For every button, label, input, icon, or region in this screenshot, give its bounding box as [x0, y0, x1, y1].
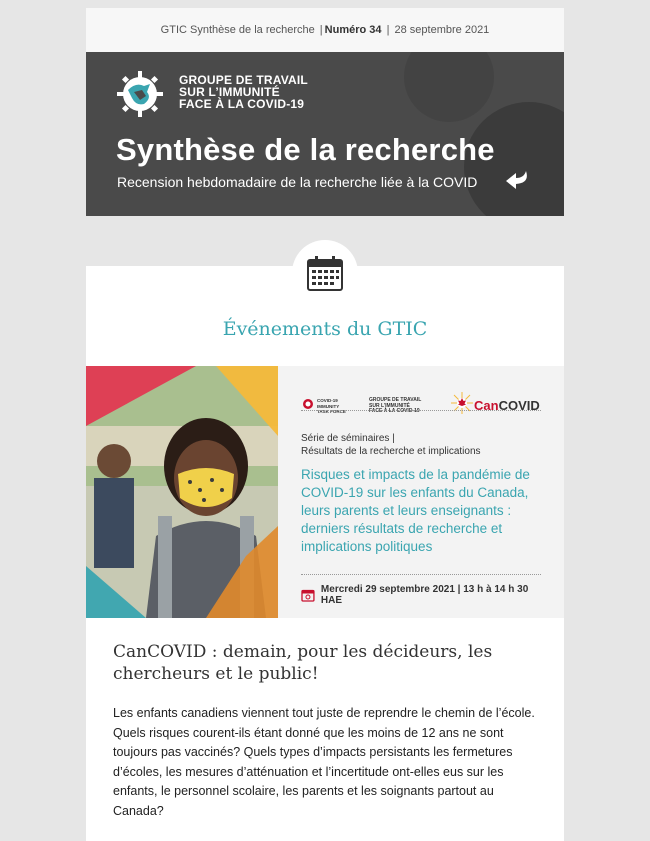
- issue-number: Numéro 34: [324, 24, 382, 36]
- citf-en-name: COVID-19 IMMUNITY TASK FORCE: [317, 398, 346, 414]
- article-title: CanCOVID : demain, pour les décideurs, les chercheurs et le public!: [113, 642, 493, 684]
- event-title: Risques et impacts de la pandémie de COVID-19 sur les enfants du Canada, leurs parents et leurs enseignants : derniers résultats de recherche et implications politiques: [301, 467, 530, 554]
- issue-date: 28 septembre 2021: [394, 24, 490, 36]
- event-date: Mercredi 29 septembre 2021 | 13 h à 14 h 30 HAE: [320, 584, 529, 606]
- event-promo-graphic[interactable]: [86, 366, 564, 618]
- newsletter-title: Synthèse de la recherche: [116, 132, 495, 167]
- cancovid-logo: CanCOVID: [474, 398, 540, 413]
- seminar-series: Série de séminaires | Résultats de la recherche et implications: [301, 433, 481, 457]
- article-body: Les enfants canadiens viennent tout juste de reprendre le chemin de l’école. Quels risques courent-ils étant donné que les moins de 12 ans ne sont toujours pas vaccinés? Quels types d’impacts persistants les fermetures d’écoles, les mesures d’atténuation et l’incertitude ont-elles eus sur les enfants, le personnel scolaire, les parents et les soignants partout au Canada?: [113, 706, 535, 818]
- citf-virus-logo-icon: [114, 68, 166, 120]
- org-name: GROUPE DE TRAVAIL SUR L’IMMUNITÉ FACE À LA COVID-19: [179, 73, 308, 111]
- citf-mini-logo-icon: [301, 397, 315, 411]
- citf-fr-name: GROUPE DE TRAVAIL SUR L’IMMUNITÉ FACE À LA COVID-19: [369, 397, 422, 414]
- newsletter-subtitle: Recension hebdomadaire de la recherche liée à la COVID: [117, 174, 478, 190]
- virus-decoration-2: [404, 52, 494, 122]
- return-arrow-icon: [504, 169, 532, 191]
- header-banner: [86, 52, 564, 216]
- divider-2: [301, 574, 541, 575]
- event-date-row: [301, 584, 551, 606]
- divider: [301, 410, 541, 411]
- calendar-icon: [305, 254, 345, 294]
- publication-name: GTIC Synthèse de la recherche: [160, 24, 315, 36]
- issue-header: GTIC Synthèse de la recherche | Numéro 34 | 28 septembre 2021: [86, 8, 564, 52]
- calendar-small-icon: [301, 588, 315, 602]
- partner-logos: [301, 380, 551, 414]
- section-title: Événements du GTIC: [222, 318, 428, 340]
- child-with-mask-photo: [86, 366, 278, 618]
